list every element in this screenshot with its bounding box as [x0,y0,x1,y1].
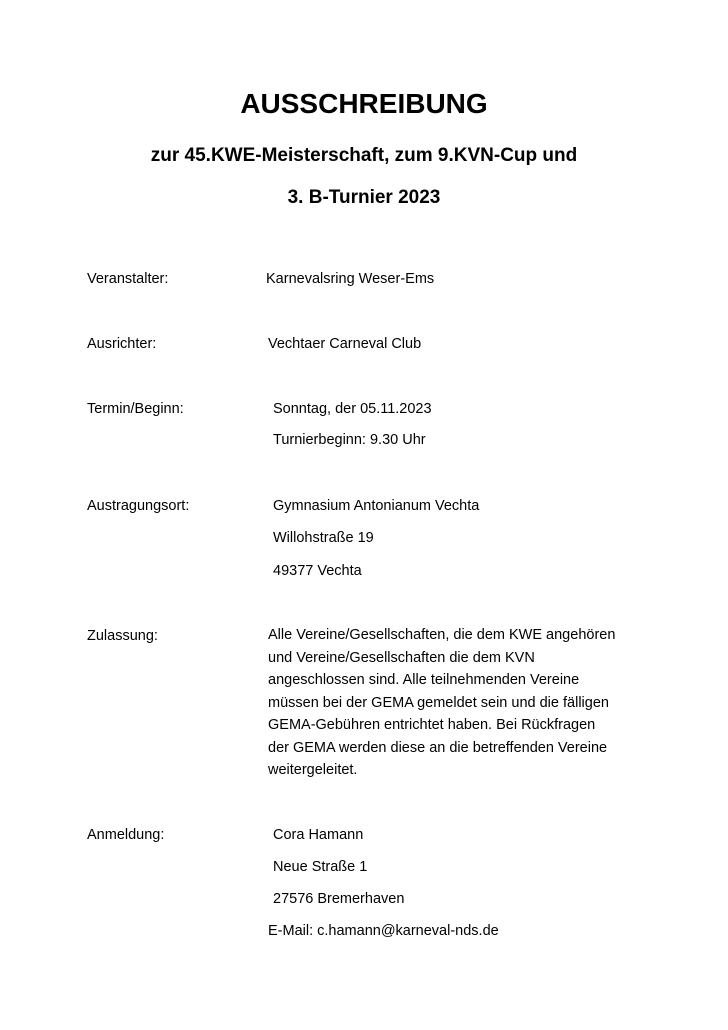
document-title: AUSSCHREIBUNG [240,88,488,119]
anmeldung-label: Anmeldung: [87,827,165,843]
veranstalter-value: Karnevalsring Weser-Ems [266,271,435,287]
document-subtitle-line-2: 3. B-Turnier 2023 [287,187,441,208]
austragungsort-city: 49377 Vechta [273,563,362,579]
zulassung-line: der GEMA werden diese an die betreffenden Vereine [268,739,608,756]
veranstalter-label: Veranstalter: [87,271,169,287]
ausrichter-label: Ausrichter: [87,336,157,352]
termin-start-time: Turnierbeginn: 9.30 Uhr [273,432,426,448]
zulassung-line: und Vereine/Gesellschaften die dem KVN [268,649,535,666]
zulassung-line: müssen bei der GEMA gemeldet sein und die fälligen [268,694,609,711]
anmeldung-street: Neue Straße 1 [273,859,368,875]
anmeldung-city: 27576 Bremerhaven [273,891,405,907]
anmeldung-contact-name: Cora Hamann [273,827,364,843]
zulassung-label: Zulassung: [87,628,158,644]
zulassung-line: Alle Vereine/Gesellschaften, die dem KWE angehören [268,627,616,643]
austragungsort-street: Willohstraße 19 [273,530,374,546]
termin-label: Termin/Beginn: [87,401,184,417]
termin-date: Sonntag, der 05.11.2023 [273,401,432,417]
austragungsort-label: Austragungsort: [87,498,190,514]
ausrichter-value: Vechtaer Carneval Club [268,336,422,352]
zulassung-line: GEMA-Gebühren entrichtet haben. Bei Rückfragen [268,717,596,733]
document-subtitle-line-1: zur 45.KWE-Meisterschaft, zum 9.KVN-Cup und [150,145,578,166]
anmeldung-email[interactable]: E-Mail: c.hamann@karneval-nds.de [268,923,499,939]
austragungsort-venue: Gymnasium Antonianum Vechta [273,498,480,514]
zulassung-text [268,624,658,782]
zulassung-line: angeschlossen sind. Alle teilnehmenden Vereine [268,672,580,688]
zulassung-line: weitergeleitet. [268,762,358,778]
